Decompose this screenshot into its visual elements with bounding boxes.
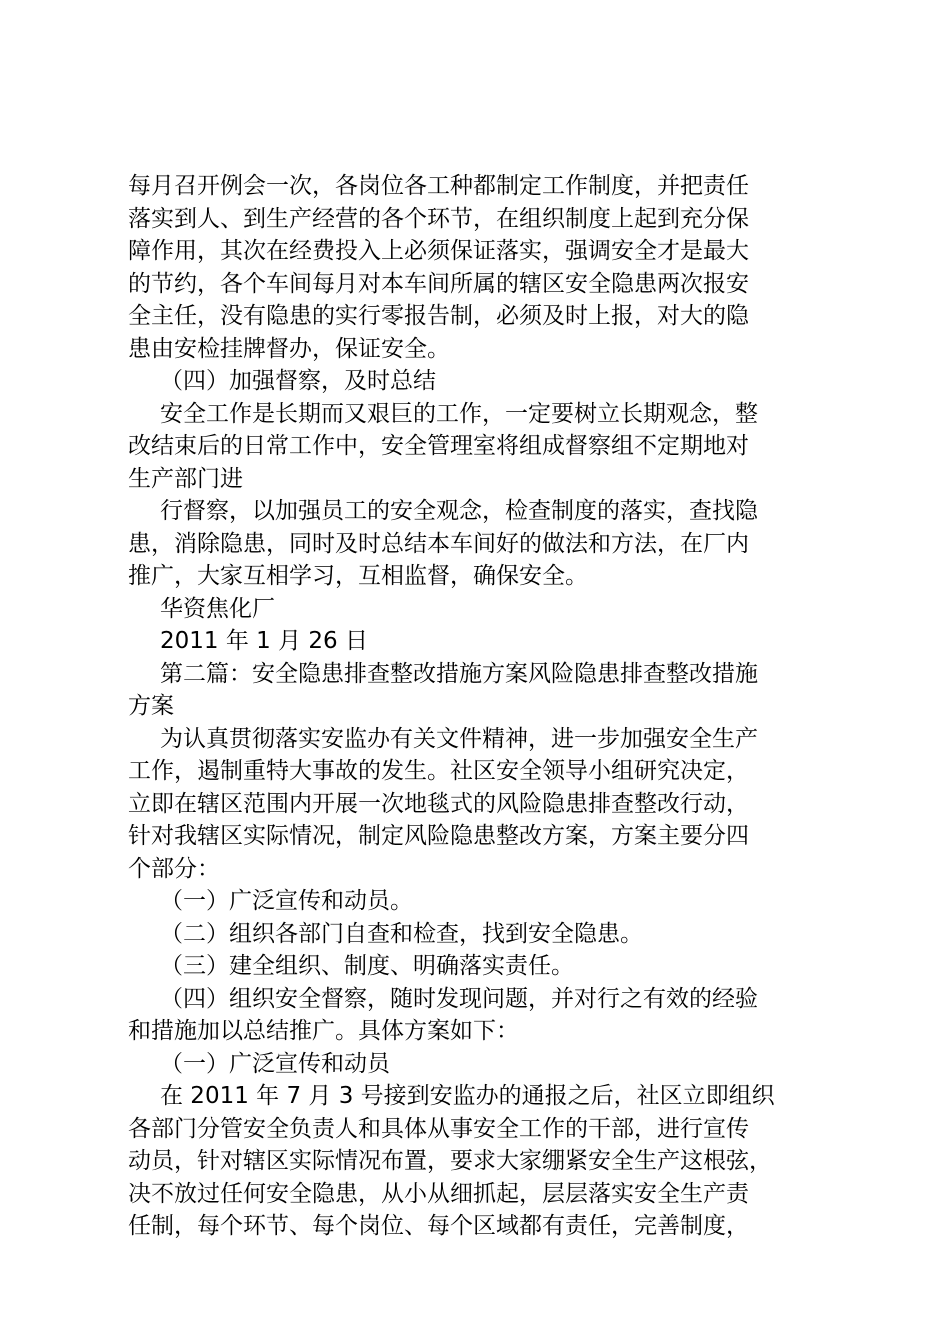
text-line: 的节约，各个车间每月对本车间所属的辖区安全隐患两次报安	[128, 270, 749, 297]
text-line: （三）建全组织、制度、明确落实责任。	[160, 953, 574, 979]
text-line: 方案	[128, 693, 174, 719]
text-line: 各部门分管安全负责人和具体从事安全工作的干部，进行宣传	[128, 1115, 749, 1142]
document-body	[128, 170, 828, 1243]
text-line: 改结束后的日常工作中，安全管理室将组成督察组不定期地对	[128, 433, 749, 459]
text-line: 全主任，没有隐患的实行零报告制，必须及时上报，对大的隐	[128, 303, 749, 329]
text-line: 安全工作是长期而又艰巨的工作，一定要树立长期观念，整	[160, 400, 758, 427]
text-line: 推广，大家互相学习，互相监督，确保安全。	[128, 563, 588, 589]
text-line: 动员，针对辖区实际情况布置，要求大家绷紧安全生产这根弦，	[128, 1148, 772, 1174]
text-line: （一）广泛宣传和动员。	[160, 888, 413, 914]
text-line: 工作，遏制重特大事故的发生。社区安全领导小组研究决定，	[128, 758, 749, 784]
text-line: （一）广泛宣传和动员	[160, 1050, 390, 1077]
text-line: 每月召开例会一次，各岗位各工种都制定工作制度，并把责任	[128, 173, 749, 199]
text-line: 障作用，其次在经费投入上必须保证落实，强调安全才是最大	[128, 238, 749, 264]
text-line: （四）加强督察，及时总结	[160, 368, 436, 394]
text-line: 患由安检挂牌督办，保证安全。	[128, 335, 450, 362]
text-line: 2011 年 1 月 26 日	[160, 628, 368, 654]
text-line: 和措施加以总结推广。具体方案如下：	[128, 1018, 519, 1044]
text-line: 针对我辖区实际情况，制定风险隐患整改方案，方案主要分四	[128, 823, 749, 849]
text-line: 个部分：	[128, 855, 220, 882]
text-line: 为认真贯彻落实安监办有关文件精神，进一步加强安全生产	[160, 725, 758, 752]
text-line: 任制，每个环节、每个岗位、每个区域都有责任，完善制度，	[128, 1213, 749, 1239]
text-line: 华资焦化厂	[160, 595, 275, 622]
text-line: 患，消除隐患，同时及时总结本车间好的做法和方法，在厂内	[128, 530, 749, 557]
text-line: 决不放过任何安全隐患，从小从细抓起，层层落实安全生产责	[128, 1180, 749, 1207]
text-line: （二）组织各部门自查和检查，找到安全隐患。	[160, 920, 643, 947]
text-line: 生产部门进	[128, 465, 243, 492]
text-line: 立即在辖区范围内开展一次地毯式的风险隐患排查整改行动，	[128, 790, 749, 817]
text-line: （四）组织安全督察，随时发现问题，并对行之有效的经验	[160, 985, 758, 1012]
text-line: 第二篇：安全隐患排查整改措施方案风险隐患排查整改措施	[160, 660, 758, 687]
text-line: 行督察，以加强员工的安全观念，检查制度的落实，查找隐	[160, 498, 758, 524]
text-line: 落实到人、到生产经营的各个环节，在组织制度上起到充分保	[128, 205, 749, 232]
text-line: 在 2011 年 7 月 3 号接到安监办的通报之后，社区立即组织	[160, 1083, 775, 1109]
